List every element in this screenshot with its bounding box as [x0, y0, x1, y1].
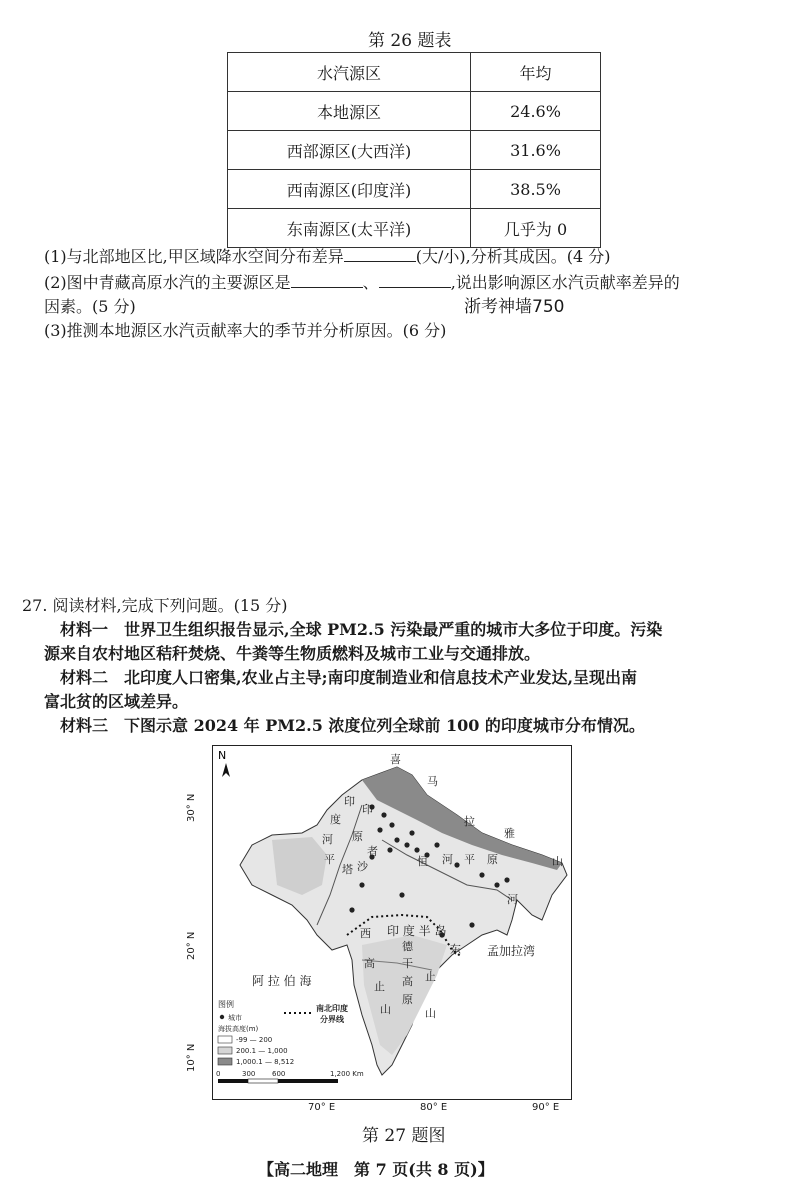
map-label: 孟加拉湾: [487, 944, 536, 958]
sub-question-2-text: (2)图中青藏高原水汽的主要源区是: [44, 273, 291, 292]
map-label: 河: [507, 893, 518, 906]
scale-segment: [218, 1079, 248, 1083]
map-label: 原: [487, 853, 498, 866]
map-label: 山: [552, 855, 563, 868]
city-dot: [504, 877, 509, 882]
table-cell: 西南源区(印度洋): [228, 170, 471, 209]
lat-label: 10° N: [186, 1043, 197, 1072]
table-header-row: [228, 53, 601, 92]
map-label: 印: [344, 795, 355, 808]
legend-city: 城市: [228, 1014, 242, 1022]
sub-question-2-text-end: ,说出影响源区水汽贡献率差异的: [450, 273, 680, 292]
legend-elev-title: 海拔高度(m): [218, 1025, 259, 1033]
material-1-line-2: 源来自农村地区秸秆焚烧、牛粪等生物质燃料及城市工业与交通排放。: [44, 644, 541, 663]
map-label: 德: [402, 940, 413, 953]
legend-elev: 200.1 — 1,000: [236, 1047, 288, 1055]
city-dot: [494, 882, 499, 887]
table-cell: 几乎为 0: [471, 209, 601, 248]
legend-city-dot: [220, 1015, 224, 1019]
city-dot: [387, 847, 392, 852]
scale-label: 300: [242, 1070, 256, 1078]
city-dot: [349, 907, 354, 912]
legend-swatch: [218, 1036, 232, 1043]
sub-question-1-text: (1)与北部地区比,甲区域降水空间分布差异: [44, 247, 344, 266]
map-label: 者: [367, 845, 378, 858]
legend-line-label: 南北印度: [316, 1004, 348, 1013]
table-row: [228, 92, 601, 131]
map-label: 塔: [342, 863, 353, 876]
city-dot: [434, 842, 439, 847]
city-dot: [409, 830, 414, 835]
sub-question-1-text-end: (大/小),分析其成因。(4 分): [415, 247, 611, 266]
map-label: 沙: [357, 860, 368, 873]
map-label: 拉: [464, 815, 475, 828]
legend-swatch: [218, 1058, 232, 1065]
city-dot: [359, 882, 364, 887]
lon-label: 80° E: [420, 1102, 448, 1113]
city-dot: [399, 892, 404, 897]
map-label: 河: [322, 833, 333, 846]
lat-label: 20° N: [186, 931, 197, 960]
map-label: 马: [427, 775, 438, 788]
map-label: 恒: [417, 855, 428, 868]
legend-title: 图例: [218, 1000, 234, 1009]
map-label: 阿 拉 伯 海: [252, 974, 312, 988]
table-cell: 24.6%: [471, 92, 601, 131]
sub-question-1: [44, 244, 610, 267]
legend-swatch: [218, 1047, 232, 1054]
legend-elev: -99 — 200: [236, 1036, 273, 1044]
map-label: 原: [402, 993, 413, 1006]
map-label: 度: [330, 813, 341, 826]
city-dot: [414, 847, 419, 852]
table-row: [228, 209, 601, 248]
city-dot: [479, 872, 484, 877]
sub-question-2-cont: 因素。(5 分): [44, 297, 136, 316]
table-cell: 31.6%: [471, 131, 601, 170]
answer-blank[interactable]: [344, 247, 416, 262]
table-row: [228, 131, 601, 170]
map-label: 印 度 半 岛: [387, 924, 447, 938]
table-cell: 西部源区(大西洋): [228, 131, 471, 170]
india-pm25-map: [212, 745, 572, 1100]
table-cell: 38.5%: [471, 170, 601, 209]
map-label: 止: [374, 980, 385, 993]
material-2-line-1: 材料二 北印度人口密集,农业占主导;南印度制造业和信息技术产业发达,呈现出南: [60, 668, 638, 687]
scale-label: 0: [216, 1070, 221, 1078]
map-label: 高: [402, 975, 413, 988]
lon-label: 70° E: [308, 1102, 336, 1113]
city-dot: [394, 837, 399, 842]
city-dot: [377, 827, 382, 832]
sub-question-3: (3)推测本地源区水汽贡献率大的季节并分析原因。(6 分): [44, 321, 447, 340]
scale-segment: [248, 1079, 278, 1083]
material-2-line-2: 富北贫的区域差异。: [44, 692, 189, 711]
map-label: 高: [364, 957, 375, 970]
legend-elev: 1,000.1 — 8,512: [236, 1058, 295, 1066]
map-label: 山: [425, 1007, 436, 1020]
water-vapor-source-table: [227, 52, 601, 248]
city-dot: [381, 812, 386, 817]
material-1-line-1: 材料一 世界卫生组织报告显示,全球 PM2.5 污染最严重的城市大多位于印度。污染: [60, 620, 663, 639]
map-label: 平: [324, 853, 335, 866]
map-label: 原: [352, 830, 363, 843]
scale-segment: [278, 1079, 338, 1083]
map-label: 雅: [504, 827, 515, 840]
sub-question-2: [44, 270, 680, 293]
map-label: 干: [402, 957, 413, 970]
answer-blank[interactable]: [379, 273, 451, 288]
map-label: 喜: [390, 753, 401, 766]
thar-desert: [272, 837, 327, 895]
legend-line-label: 分界线: [320, 1015, 344, 1024]
separator: 、: [362, 273, 379, 292]
lat-label: 30° N: [186, 793, 197, 822]
table-row: [228, 170, 601, 209]
map-label: 西: [360, 927, 371, 940]
table-caption: 第 26 题表: [368, 31, 452, 51]
answer-blank[interactable]: [291, 273, 363, 288]
scale-label: 600: [272, 1070, 286, 1078]
table-cell: 东南源区(太平洋): [228, 209, 471, 248]
table-cell: 本地源区: [228, 92, 471, 131]
question-27-title: 27. 阅读材料,完成下列问题。(15 分): [22, 596, 288, 615]
scale-label: 1,200 Km: [330, 1070, 364, 1078]
map-label: 平: [464, 853, 475, 866]
map-label: 东: [450, 943, 461, 956]
material-3-line-1: 材料三 下图示意 2024 年 PM2.5 浓度位列全球前 100 的印度城市分布情况。: [60, 716, 645, 735]
table-header-cell: 年均: [471, 53, 601, 92]
map-label: 印: [362, 803, 373, 816]
city-dot: [404, 842, 409, 847]
north-arrow-letter: N: [218, 749, 227, 762]
map-label: 河: [442, 853, 453, 866]
table-header-cell: 水汽源区: [228, 53, 471, 92]
city-dot: [389, 822, 394, 827]
page-footer: 【高二地理 第 7 页(共 8 页)】: [258, 1160, 494, 1179]
map-label: 山: [380, 1003, 391, 1016]
figure-caption: 第 27 题图: [362, 1126, 446, 1146]
city-dot: [454, 862, 459, 867]
watermark: 浙考神墙750: [464, 297, 565, 317]
lon-label: 90° E: [532, 1102, 560, 1113]
map-label: 止: [425, 970, 436, 983]
city-dot: [469, 922, 474, 927]
